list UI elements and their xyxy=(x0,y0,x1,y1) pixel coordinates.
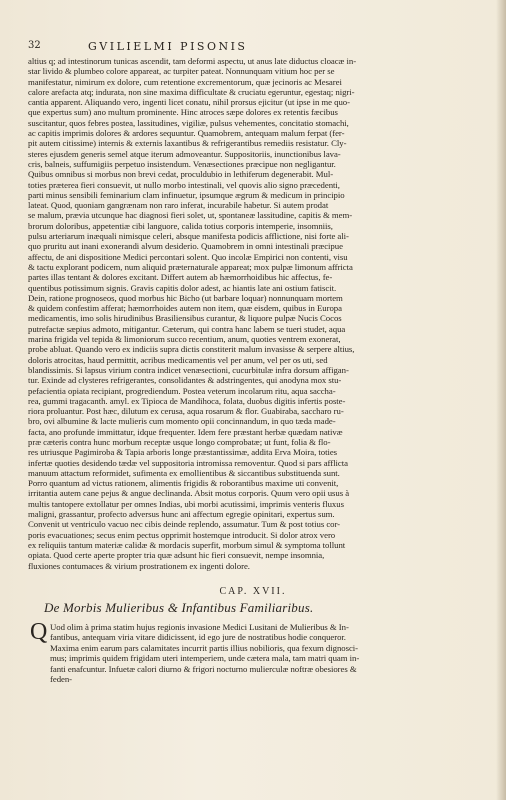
body-text-section-1: altius q; ad intestinorum tunicas ascendit, tam deformi aspectu, ut anus late diductus cloacæ in- star livido & plumbeo colore appareat, ac turpiter pateat. Nonnunquam vitium hoc per se manifestatur, nimirum ex dolore, cum retentione excrementorum, quæ jecinoris ac Mesarei calore arefacta atq; indurata, non sine maxima difficultate & cruciatu egeruntur, egestaq; nigri- cantia apparent. Aliquando vero, ingenti licet conatu, nihil prorsus ejicitur (ut ipse in me quo- que expertus sum) ano multum prominente. Hinc atroces sæpe dolores ex retentis fæcibus suscitantur, quos febres postea, lassitudines, vigiliæ, pulsus vehementes, concitatio stomachi, ac capitis imprimis dolores & ardores sequuntur. Quamobrem, antequam malum ferpat (fer- pit autem citissime) internis & externis laxantibus & refrigerantibus remediis resistatur. Cly- steres ejusdem generis semel atque iterum admoveantur. Suppositoriis, inunctionibus lava- cris, balneis, suffumigiis perpetuo insistendum. Venæsectiones præcipue non negligantur. Quibus omnibus si morbus non brevi cedat, proculdubio in lethiferum degenerabit. Mul- toties præterea fieri consuevit, ut nullo morbo intestinali, vel quovis alio signo præcedenti, parti minus sensibili feminarium clam infinuetur, ipsumque ægrum & medicum in principio lateat. Quod, quoniam gangrænam non raro inferat, incurabile habetur. Si autem prodat se malum, prævia utcunque hac diagnosi fieri solet, ut, spontaneæ lassitudine, capitis & mem- brorum doloribus, appetentiæ cibi languore, calida totius corporis intemperie, insomniis, pulsu arteriarum inæquali nimisque celeri, absque manifesta podicis afflictione, nisi forte ali- quo pruritu aut inani exonerandi alvum desiderio. Quamobrem in omni intestinali præcipue affectu, de ani dispositione Medici percontari solent. Quo incolæ Empirici non contenti, visu & tactu explorant podicem, num aliquid præternaturale appareat; mox pulpæ limonum affricta partes illas tentant & dolores excitant. Differt autem ab hæmorrhoidibus hic affectus, fe- quentibus potissimum signis. Gravis capitis dolor adest, ac hiantis late ani ostium fatiscit. Dein, ratione prognoseos, quod morbus hic Bicho (ut barbare loquar) nonnunquam mortem & quidem confestim afferat; hæmorrhoides autem non item, quæ eisdem, quibus in Europa medicamentis, imo solis hirudinibus Brasiliensibus curantur, & liquore pulpæ Nucis Cocos putrefactæ sæpius admoto, mitigantur. Cæterum, qui contra hanc labem se tueri studet, aqua marina frigida vel tepida & limoniorum succo recentium, anum, quoties ventrem exonerat, probe abluat. Quando vero ex indiciis supra dictis constiterit malum invasisse & serpere altius, doloris atrocitas, haud permittit, acribus medicamentis vel per anum, vel per os uti, sed blandissimis. Si lapsus virium contra indicet venæsectioni, cucurbitulæ infra dorsum affigan- tur. Exinde ad clysteres refrigerantes, consolidantes & adstringentes, qui anodyna mox stu- pefacientia opiata recipiant, progrediendum. Postea veterum incolarum ritu, aqua saccha- rea, gummi tragacanth. amyl. ex Tipioca de Mandihoca, folata, duobus digitis infertis poste- riora proluantur. Post hæc, dilutum ex cerusa, aqua rosarum & flor. Guabiraba, saccharo ru- bro, ovi albumine & lacte mulieris cum momento opii concinnandum, in quo tæda made- facta, ano profunde immittatur, idque frequenter. Idem fere præstant herbæ quædam nativæ præ cæteris contra hunc morbum receptæ usque longo comprobatæ; ut funt, folia & flo- res utriusque Pagimiroba & Tapia arboris longe præstantissimæ, addita Erva Moira, toties infertæ quoties desidendo tædæ vel suppositoria intromissa removentur. Quod si pars afflicta manuum attactum reformidet, sufimenta ex emollientibus & siccantibus substituenda sunt. Porro quantum ad victus rationem, alimentis frigidis & roborantibus maxime uti convenit, irritantia autem cane pejus & angue declinanda. Absit motus corporis. Quum vero opii usus à multis tantopere extollatur per omnes Indias, ubi morbi acutissimi, imprimis venteris fluxus maligni, grassantur, profecto adversus hunc ani affectum egregie opinitari, expertus sum. Convenit ut ventriculo vacuo nec cibis deinde replendo, assumatur. Tum & post totius cor- poris evacuationes; secus enim pectus opprimit hostemque introducit. Si dolor atrox vero ex reliquiis tantum materiæ calidæ & mordacis superfit, morbum simul & symptoma tollunt opiata. Quod certe aperte propter tria quæ adsunt hic fieri consuevit, nempe insomnia, fluxiones contumaces & virium prostrationem ex ingenti dolore. xyxy=(28,56,357,571)
body-text-chapter-17: Uod olim à prima statim hujus regionis invasione Medici Lusitani de Mulieribus & In- fantibus, antequam viria vitare didicissent, id ego jure de nostratibus hodie conqueror. Maxima enim earum pars calamitates incurrit partis illius nobilioris, qua fexum dignosci- mus; imprimis quidem frigidam uteri intemperiem, unde cætera mala, tam matri quam in- fanti enafcuntur. Infuetæ calori diurno & frigori nocturno mulierculæ noftræ obesiores & feden- xyxy=(50,622,360,685)
running-title: GVILIELMI PISONIS xyxy=(88,40,248,53)
drop-cap-letter: Q xyxy=(30,619,48,645)
chapter-title: De Morbis Mulieribus & Infantibus Familiaribus. xyxy=(44,600,314,615)
page-header xyxy=(28,40,498,56)
page-number: 32 xyxy=(28,40,41,51)
chapter-heading: CAP. XVII. xyxy=(219,586,287,597)
